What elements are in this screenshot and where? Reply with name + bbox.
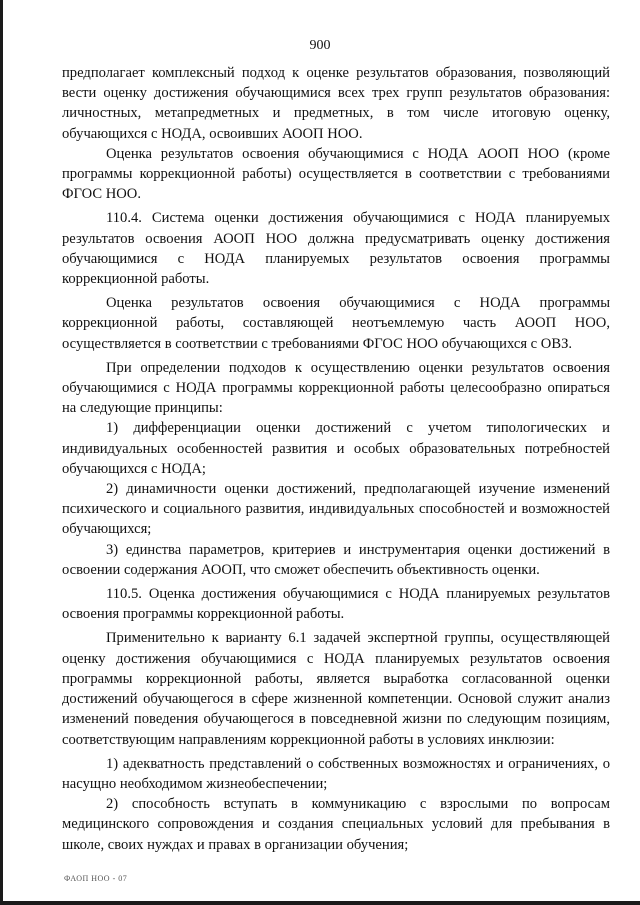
paragraph: Оценка результатов освоения обучающимися с НОДА АООП НОО (кроме программы коррекционной работы) осуществляется в соответствии с требованиями ФГОС НОО. <box>62 145 610 203</box>
page-number: 900 <box>309 38 331 53</box>
paragraph-continuation: предполагает комплексный подход к оценке результатов образования, позволяющий вести оценку достижения обучающимися всех трех групп результатов образования: личностных, метапредметных и предметных, в том числе итоговую оценку, обучающихся с НОДА, освоивших АООП НОО. <box>62 65 610 142</box>
paragraph: При определении подходов к осуществлению оценки результатов освоения обучающимися с НОДА программы коррекционной работы целесообразно опираться на следующие принципы: <box>62 359 610 417</box>
list-item: 2) динамичности оценки достижений, предполагающей изучение изменений психического и социального развития, индивидуальных способностей и возможностей обучающихся; <box>62 481 610 538</box>
list-item: 1) адекватность представлений о собственных возможностях и ограничениях, о насущно необходимом жизнеобеспечении; <box>62 755 610 792</box>
paragraph-section-110-5: 110.5. Оценка достижения обучающимися с НОДА планируемых результатов освоения программы коррекционной работы. <box>62 586 610 623</box>
list-item: 2) способность вступать в коммуникацию с взрослыми по вопросам медицинского сопровождения и создания специальных условий для пребывания в школе, своих нуждах и правах в организации обучения; <box>62 796 610 853</box>
scan-edge-bottom <box>0 901 640 905</box>
list-item: 3) единства параметров, критериев и инструментария оценки достижений в освоении содержания АООП, что сможет обеспечить объективность оценки. <box>62 541 610 578</box>
paragraph: Применительно к варианту 6.1 задачей экспертной группы, осуществляющей оценку достижения обучающимися с НОДА планируемых результатов освоения программы коррекционной работы, является выработка согласованной оценки достижений обучающегося в сфере жизненной компетенции. Основой служит анализ изменений поведения обучающегося в повседневной жизни по следующим позициям, соответствующим направлениям коррекционной работы в условиях инклюзии: <box>62 630 610 748</box>
footer-mark: ФАОП НОО - 07 <box>64 874 128 883</box>
paragraph-section-110-4: 110.4. Система оценки достижения обучающимися с НОДА планируемых результатов освоения АООП НОО должна предусматривать оценку достижения обучающимися с НОДА планируемых результатов освоения программы коррекционной работы. <box>62 210 610 288</box>
scan-edge-left <box>0 0 3 905</box>
paragraph: Оценка результатов освоения обучающимися с НОДА программы коррекционной работы, составляющей неотъемлемую часть АООП НОО, осуществляется в соответствии с требованиями ФГОС НОО обучающихся с ОВЗ. <box>62 295 610 352</box>
document-body <box>62 63 610 855</box>
list-item: 1) дифференциации оценки достижений с учетом типологических и индивидуальных особенностей развития и особых образовательных потребностей обучающихся с НОДА; <box>62 420 610 477</box>
